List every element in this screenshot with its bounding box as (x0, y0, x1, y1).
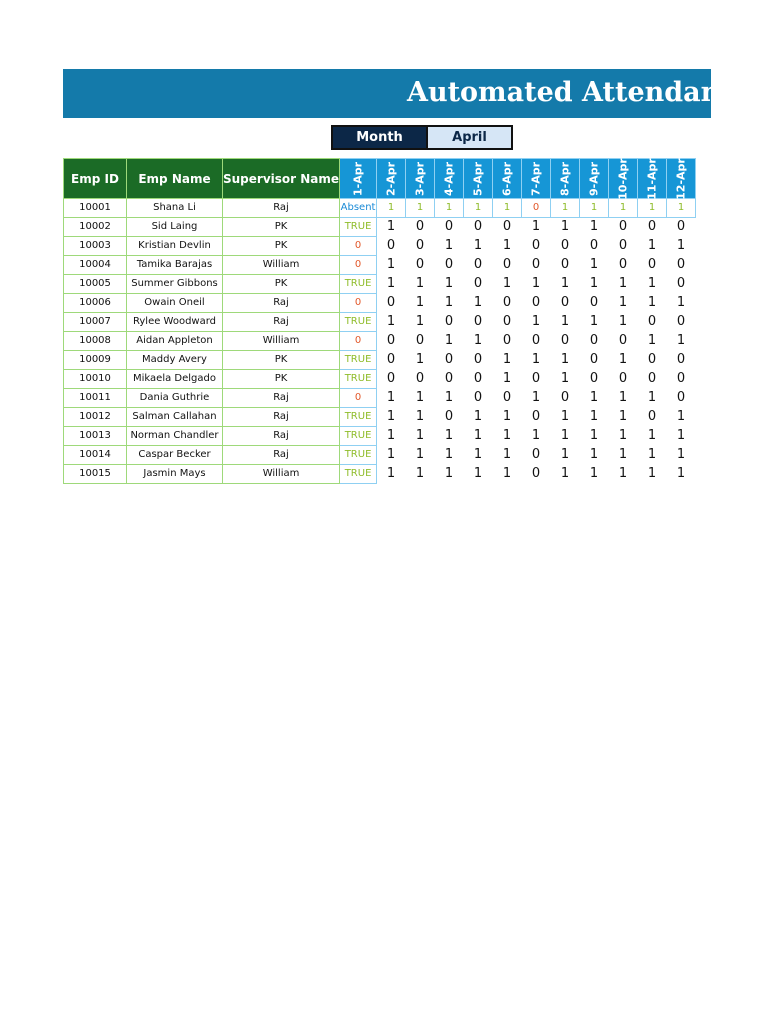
table-row (64, 199, 696, 218)
cell-day-1[interactable]: 0 (340, 237, 377, 256)
cell-day-value[interactable]: 1 (415, 390, 425, 405)
cell-day-value[interactable]: 1 (676, 428, 686, 443)
cell-supervisor[interactable]: PK (223, 237, 340, 256)
cell-day-value[interactable]: 1 (589, 466, 599, 481)
cell-day-value[interactable]: 1 (415, 466, 425, 481)
cell-day-value[interactable]: 0 (647, 314, 657, 329)
cell-day-value[interactable]: 1 (589, 390, 599, 405)
cell-emp-id[interactable]: 10015 (64, 465, 127, 484)
cell-day-value[interactable]: 0 (531, 409, 541, 424)
cell-emp-id[interactable]: 10005 (64, 275, 127, 294)
cell-day-value[interactable]: 1 (386, 314, 396, 329)
cell-day-value[interactable]: 0 (676, 276, 686, 291)
cell-day-value[interactable]: 0 (444, 409, 454, 424)
cell-emp-id[interactable]: 10009 (64, 351, 127, 370)
cell-supervisor[interactable]: PK (223, 275, 340, 294)
month-label: Month (333, 127, 428, 148)
date-header[interactable] (638, 159, 667, 199)
cell-day-value[interactable]: 0 (647, 257, 657, 272)
cell-emp-id[interactable]: 10001 (64, 199, 127, 218)
cell-emp-id[interactable]: 10006 (64, 294, 127, 313)
cell-day-value[interactable]: 1 (473, 333, 483, 348)
cell-day-value[interactable]: 1 (473, 409, 483, 424)
cell-day-value[interactable]: 1 (647, 428, 657, 443)
cell-emp-id[interactable]: 10014 (64, 446, 127, 465)
cell-day-value[interactable]: 1 (464, 199, 493, 218)
table-row (64, 446, 696, 465)
cell-emp-name[interactable]: Mikaela Delgado (127, 370, 223, 389)
cell-day-value[interactable]: 0 (589, 333, 599, 348)
table-row (64, 294, 696, 313)
cell-day-value[interactable]: 1 (647, 390, 657, 405)
date-header-label: 2-Apr (384, 161, 398, 196)
cell-day-value[interactable]: 1 (647, 295, 657, 310)
table-row (64, 332, 696, 351)
cell-emp-name[interactable]: Shana Li (127, 199, 223, 218)
cell-day-value[interactable]: 0 (560, 390, 570, 405)
date-header-label: 1-Apr (351, 161, 365, 196)
cell-supervisor[interactable]: Raj (223, 427, 340, 446)
cell-day-value[interactable]: 1 (618, 390, 628, 405)
cell-day-value[interactable]: 1 (406, 199, 435, 218)
cell-supervisor[interactable]: PK (223, 218, 340, 237)
cell-day-value[interactable]: 1 (502, 447, 512, 462)
cell-day-value[interactable]: 1 (609, 199, 638, 218)
cell-day-value[interactable]: 1 (473, 295, 483, 310)
cell-day-value[interactable]: 0 (415, 238, 425, 253)
cell-day-value[interactable]: 0 (531, 371, 541, 386)
cell-supervisor[interactable]: Raj (223, 294, 340, 313)
date-header[interactable] (493, 159, 522, 199)
cell-day-value[interactable]: 1 (531, 219, 541, 234)
cell-day-value[interactable]: 0 (502, 314, 512, 329)
date-header-label: 7-Apr (529, 161, 543, 196)
cell-day-value[interactable]: 1 (444, 466, 454, 481)
cell-emp-name[interactable]: Owain Oneil (127, 294, 223, 313)
cell-day-value[interactable]: 0 (589, 295, 599, 310)
cell-day-value[interactable]: 0 (589, 238, 599, 253)
cell-day-value[interactable]: 1 (415, 276, 425, 291)
cell-day-value[interactable]: 1 (415, 428, 425, 443)
cell-day-value[interactable]: 1 (618, 276, 628, 291)
cell-day-value[interactable]: 0 (415, 219, 425, 234)
cell-day-value[interactable]: 0 (647, 409, 657, 424)
cell-day-value[interactable]: 0 (415, 333, 425, 348)
cell-emp-name[interactable]: Summer Gibbons (127, 275, 223, 294)
cell-day-value[interactable]: 1 (386, 409, 396, 424)
cell-day-value[interactable]: 0 (647, 352, 657, 367)
cell-day-value[interactable]: 0 (473, 276, 483, 291)
table-row (64, 218, 696, 237)
cell-day-value[interactable]: 0 (531, 238, 541, 253)
cell-supervisor[interactable]: Raj (223, 313, 340, 332)
cell-day-value[interactable]: 1 (502, 276, 512, 291)
cell-day-value[interactable]: 1 (618, 352, 628, 367)
cell-day-value[interactable]: 0 (386, 295, 396, 310)
cell-day-value[interactable]: 1 (493, 199, 522, 218)
cell-emp-id[interactable]: 10010 (64, 370, 127, 389)
cell-supervisor[interactable]: PK (223, 370, 340, 389)
cell-day-value[interactable]: 0 (531, 466, 541, 481)
cell-day-value[interactable]: 0 (502, 390, 512, 405)
cell-day-value[interactable]: 1 (502, 409, 512, 424)
cell-day-value[interactable]: 1 (589, 219, 599, 234)
cell-day-value[interactable]: 1 (502, 238, 512, 253)
cell-day-value[interactable]: 0 (473, 219, 483, 234)
cell-day-value[interactable]: 0 (473, 257, 483, 272)
cell-day-value[interactable]: 1 (444, 333, 454, 348)
month-dropdown[interactable]: April (428, 127, 511, 148)
cell-day-value[interactable]: 1 (386, 276, 396, 291)
cell-day-value[interactable]: 1 (589, 276, 599, 291)
cell-emp-name[interactable]: Tamika Barajas (127, 256, 223, 275)
cell-day-value[interactable]: 0 (676, 257, 686, 272)
cell-day-value[interactable]: 1 (580, 199, 609, 218)
cell-day-1[interactable]: TRUE (340, 351, 377, 370)
cell-day-value[interactable]: 1 (502, 466, 512, 481)
cell-day-value[interactable]: 0 (415, 257, 425, 272)
date-header-label: 4-Apr (442, 161, 456, 196)
cell-day-value[interactable]: 0 (502, 333, 512, 348)
date-header-label: 3-Apr (413, 161, 427, 196)
cell-emp-name[interactable]: Rylee Woodward (127, 313, 223, 332)
cell-day-1[interactable]: TRUE (340, 370, 377, 389)
cell-emp-name[interactable]: Maddy Avery (127, 351, 223, 370)
cell-day-value[interactable]: 0 (386, 371, 396, 386)
cell-day-value[interactable]: 0 (415, 371, 425, 386)
cell-day-value[interactable]: 1 (589, 257, 599, 272)
table-row (64, 313, 696, 332)
cell-day-value[interactable]: 1 (560, 371, 570, 386)
cell-day-value[interactable]: 1 (415, 295, 425, 310)
cell-day-value[interactable]: 0 (531, 447, 541, 462)
cell-day-value[interactable]: 1 (589, 314, 599, 329)
cell-emp-name[interactable]: Kristian Devlin (127, 237, 223, 256)
date-header[interactable] (667, 159, 696, 199)
cell-day-value[interactable]: 1 (435, 199, 464, 218)
cell-day-value[interactable]: 1 (386, 390, 396, 405)
cell-day-value[interactable]: 1 (647, 466, 657, 481)
column-header-emp-name[interactable]: Emp Name (127, 159, 223, 199)
cell-day-value[interactable]: 1 (589, 447, 599, 462)
cell-day-value[interactable]: 1 (386, 466, 396, 481)
cell-day-value[interactable]: 1 (676, 447, 686, 462)
cell-day-value[interactable]: 1 (618, 447, 628, 462)
cell-emp-id[interactable]: 10011 (64, 389, 127, 408)
cell-day-value[interactable]: 1 (618, 466, 628, 481)
date-header[interactable] (580, 159, 609, 199)
cell-day-value[interactable]: 0 (676, 390, 686, 405)
cell-day-value[interactable]: 1 (531, 428, 541, 443)
cell-day-1[interactable]: TRUE (340, 427, 377, 446)
cell-day-value[interactable]: 1 (647, 276, 657, 291)
cell-emp-id[interactable]: 10004 (64, 256, 127, 275)
month-selector (331, 125, 513, 150)
cell-day-value[interactable]: 1 (444, 428, 454, 443)
cell-emp-name[interactable]: Jasmin Mays (127, 465, 223, 484)
cell-day-value[interactable]: 1 (531, 276, 541, 291)
date-header-label: 9-Apr (587, 161, 601, 196)
table-row (64, 408, 696, 427)
cell-emp-name[interactable]: Caspar Becker (127, 446, 223, 465)
cell-day-value[interactable]: 0 (473, 314, 483, 329)
cell-supervisor[interactable]: Raj (223, 446, 340, 465)
cell-emp-id[interactable]: 10003 (64, 237, 127, 256)
cell-day-value[interactable]: 1 (638, 199, 667, 218)
table-row (64, 370, 696, 389)
date-header-label: 11-Apr (645, 157, 659, 200)
cell-day-value[interactable]: 1 (676, 238, 686, 253)
date-header-label: 6-Apr (500, 161, 514, 196)
cell-day-1[interactable]: 0 (340, 256, 377, 275)
cell-day-value[interactable]: 1 (560, 428, 570, 443)
table-row (64, 351, 696, 370)
cell-day-value[interactable]: 0 (647, 371, 657, 386)
cell-day-value[interactable]: 1 (676, 409, 686, 424)
date-header-label: 8-Apr (558, 161, 572, 196)
cell-day-value[interactable]: 1 (415, 409, 425, 424)
cell-day-value[interactable]: 0 (618, 257, 628, 272)
column-header-emp-id[interactable]: Emp ID (64, 159, 127, 199)
cell-day-value[interactable]: 0 (386, 238, 396, 253)
column-header-supervisor[interactable]: Supervisor Name (223, 159, 340, 199)
cell-day-value[interactable]: 0 (618, 333, 628, 348)
cell-day-value[interactable]: 0 (676, 314, 686, 329)
cell-day-value[interactable]: 0 (473, 390, 483, 405)
cell-day-value[interactable]: 0 (676, 371, 686, 386)
cell-day-value[interactable]: 1 (560, 314, 570, 329)
cell-day-value[interactable]: 0 (589, 352, 599, 367)
cell-day-value[interactable]: 1 (647, 333, 657, 348)
cell-day-value[interactable]: 0 (444, 314, 454, 329)
cell-day-value[interactable]: 1 (444, 238, 454, 253)
cell-day-value[interactable]: 1 (386, 257, 396, 272)
cell-day-value[interactable]: 0 (589, 371, 599, 386)
cell-day-1[interactable]: TRUE (340, 465, 377, 484)
cell-day-value[interactable]: 0 (386, 352, 396, 367)
cell-day-value[interactable]: 1 (386, 428, 396, 443)
cell-day-value[interactable]: 1 (502, 428, 512, 443)
cell-emp-name[interactable]: Dania Guthrie (127, 389, 223, 408)
cell-day-value[interactable]: 0 (676, 219, 686, 234)
cell-day-value[interactable]: 1 (444, 295, 454, 310)
cell-emp-id[interactable]: 10002 (64, 218, 127, 237)
cell-day-value[interactable]: 1 (667, 199, 696, 218)
date-header-label: 10-Apr (616, 157, 630, 200)
date-header[interactable] (406, 159, 435, 199)
cell-day-value[interactable]: 0 (444, 371, 454, 386)
cell-emp-name[interactable]: Sid Laing (127, 218, 223, 237)
attendance-table (63, 158, 696, 484)
cell-emp-id[interactable]: 10008 (64, 332, 127, 351)
cell-day-value[interactable]: 1 (473, 466, 483, 481)
date-header[interactable] (551, 159, 580, 199)
cell-day-value[interactable]: 1 (531, 352, 541, 367)
cell-day-value[interactable]: 0 (473, 352, 483, 367)
cell-day-value[interactable]: 1 (618, 314, 628, 329)
cell-day-value[interactable]: 1 (386, 219, 396, 234)
cell-day-value[interactable]: 1 (386, 447, 396, 462)
cell-day-value[interactable]: 1 (618, 409, 628, 424)
date-header[interactable] (609, 159, 638, 199)
cell-supervisor[interactable]: William (223, 332, 340, 351)
page-title: Automated Attendance (407, 77, 754, 108)
cell-supervisor[interactable]: Raj (223, 408, 340, 427)
cell-supervisor[interactable]: William (223, 256, 340, 275)
cell-supervisor[interactable]: William (223, 465, 340, 484)
cell-day-1[interactable]: 0 (340, 389, 377, 408)
date-header-label: 5-Apr (471, 161, 485, 196)
cell-day-value[interactable]: 1 (560, 409, 570, 424)
cell-day-value[interactable]: 0 (647, 219, 657, 234)
cell-day-value[interactable]: 1 (676, 466, 686, 481)
table-row (64, 237, 696, 256)
table-row (64, 427, 696, 446)
cell-day-value[interactable]: 1 (560, 447, 570, 462)
date-header[interactable] (435, 159, 464, 199)
cell-day-value[interactable]: 1 (589, 428, 599, 443)
cell-day-value[interactable]: 1 (473, 447, 483, 462)
table-row (64, 275, 696, 294)
cell-day-value[interactable]: 0 (473, 371, 483, 386)
cell-day-value[interactable]: 1 (560, 352, 570, 367)
cell-day-value[interactable]: 0 (618, 371, 628, 386)
date-header[interactable] (340, 159, 377, 199)
table-row (64, 256, 696, 275)
cell-day-value[interactable]: 0 (560, 295, 570, 310)
cell-day-value[interactable]: 1 (531, 314, 541, 329)
cell-day-value[interactable]: 0 (560, 238, 570, 253)
cell-emp-id[interactable]: 10007 (64, 313, 127, 332)
cell-day-value[interactable]: 1 (444, 390, 454, 405)
cell-day-value[interactable]: 0 (560, 333, 570, 348)
table-row (64, 389, 696, 408)
cell-day-value[interactable]: 0 (531, 295, 541, 310)
cell-day-value[interactable]: 0 (444, 219, 454, 234)
cell-day-value[interactable]: 1 (502, 352, 512, 367)
cell-supervisor[interactable]: Raj (223, 389, 340, 408)
cell-day-value[interactable]: 1 (647, 238, 657, 253)
cell-day-value[interactable]: 0 (522, 199, 551, 218)
cell-day-value[interactable]: 0 (531, 257, 541, 272)
cell-day-value[interactable]: 1 (502, 371, 512, 386)
cell-day-value[interactable]: 0 (502, 219, 512, 234)
cell-day-value[interactable]: 1 (560, 219, 570, 234)
cell-day-value[interactable]: 1 (377, 199, 406, 218)
cell-emp-name[interactable]: Norman Chandler (127, 427, 223, 446)
cell-day-1[interactable]: TRUE (340, 218, 377, 237)
cell-day-value[interactable]: 1 (647, 447, 657, 462)
cell-day-1[interactable]: TRUE (340, 446, 377, 465)
cell-day-value[interactable]: 0 (618, 238, 628, 253)
cell-day-1[interactable]: 0 (340, 294, 377, 313)
cell-day-value[interactable]: 0 (531, 333, 541, 348)
cell-day-value[interactable]: 1 (551, 199, 580, 218)
date-header[interactable] (464, 159, 493, 199)
cell-day-value[interactable]: 0 (444, 257, 454, 272)
header-row (64, 159, 696, 199)
cell-day-value[interactable]: 0 (560, 257, 570, 272)
table-row (64, 465, 696, 484)
cell-day-value[interactable]: 1 (560, 276, 570, 291)
cell-day-value[interactable]: 0 (502, 295, 512, 310)
cell-day-value[interactable]: 1 (618, 295, 628, 310)
cell-day-value[interactable]: 1 (531, 390, 541, 405)
cell-day-1[interactable]: TRUE (340, 275, 377, 294)
cell-day-value[interactable]: 1 (676, 295, 686, 310)
cell-day-value[interactable]: 1 (444, 276, 454, 291)
cell-day-value[interactable]: 1 (415, 447, 425, 462)
cell-day-value[interactable]: 1 (589, 409, 599, 424)
cell-day-value[interactable]: 1 (473, 428, 483, 443)
cell-day-value[interactable]: 1 (415, 352, 425, 367)
cell-day-1[interactable]: TRUE (340, 313, 377, 332)
cell-supervisor[interactable]: PK (223, 351, 340, 370)
cell-day-1[interactable]: TRUE (340, 408, 377, 427)
cell-supervisor[interactable]: Raj (223, 199, 340, 218)
cell-day-value[interactable]: 1 (560, 466, 570, 481)
cell-day-value[interactable]: 1 (473, 238, 483, 253)
cell-day-value[interactable]: 1 (618, 428, 628, 443)
date-header-label: 12-Apr (674, 157, 688, 200)
cell-day-value[interactable]: 0 (676, 352, 686, 367)
cell-day-1[interactable]: 0 (340, 332, 377, 351)
cell-day-value[interactable]: 0 (386, 333, 396, 348)
cell-day-value[interactable]: 1 (444, 447, 454, 462)
cell-emp-id[interactable]: 10013 (64, 427, 127, 446)
cell-emp-name[interactable]: Aidan Appleton (127, 332, 223, 351)
cell-day-value[interactable]: 0 (502, 257, 512, 272)
cell-day-value[interactable]: 1 (676, 333, 686, 348)
title-banner (63, 69, 754, 118)
cell-day-1[interactable]: Absent (340, 199, 377, 218)
cell-emp-id[interactable]: 10012 (64, 408, 127, 427)
cell-day-value[interactable]: 1 (415, 314, 425, 329)
cell-day-value[interactable]: 0 (618, 219, 628, 234)
date-header[interactable] (522, 159, 551, 199)
cell-day-value[interactable]: 0 (444, 352, 454, 367)
cell-emp-name[interactable]: Salman Callahan (127, 408, 223, 427)
date-header[interactable] (377, 159, 406, 199)
